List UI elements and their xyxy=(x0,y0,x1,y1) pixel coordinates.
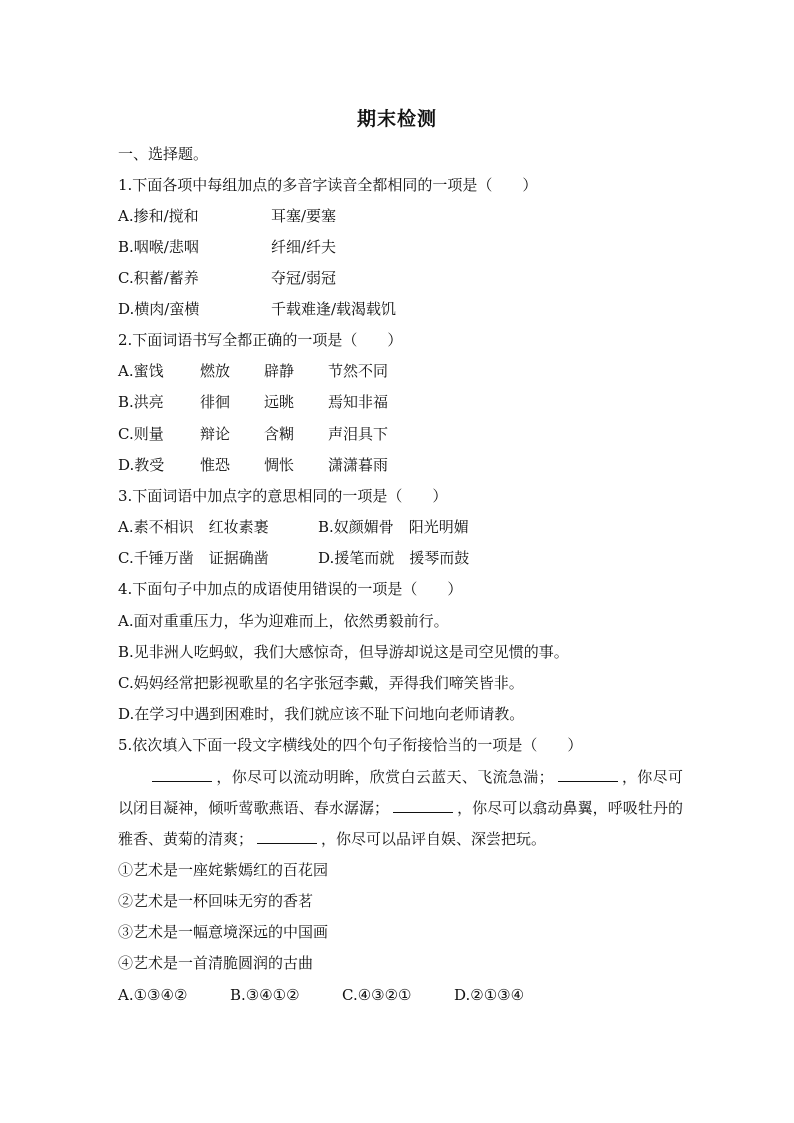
fill-blank[interactable] xyxy=(558,767,618,782)
option-text: 含糊 xyxy=(264,425,295,443)
passage-clause: ，你尽可以闭目凝神，倾听莺歌燕语、春水潺潺； xyxy=(118,768,683,817)
option-text: A.掺和/搅和 xyxy=(118,207,199,225)
question-4-option-a[interactable]: A.面对重重压力，华为迎难而上，依然勇毅前行。 xyxy=(118,612,449,630)
question-2-stem: 2.下面词语书写全都正确的一项是（ ） xyxy=(118,331,403,349)
sentence-4: ④艺术是一首清脆圆润的古曲 xyxy=(118,954,314,972)
passage-clause: ，你尽可以品评自娱、深尝把玩。 xyxy=(321,830,547,848)
sentence-1: ①艺术是一座姹紫嫣红的百花园 xyxy=(118,861,329,879)
passage-clause: ，你尽可以翕动鼻翼，呼吸牡丹的雅香、黄菊的清爽； xyxy=(118,799,683,848)
option-text: 夺冠/弱冠 xyxy=(271,269,337,287)
option-text: A.蜜饯 xyxy=(118,362,164,380)
question-3-stem: 3.下面词语中加点字的意思相同的一项是（ ） xyxy=(118,487,448,505)
question-5-option-a[interactable]: A.①③④② xyxy=(118,986,188,1004)
question-4-option-b[interactable]: B.见非洲人吃蚂蚁，我们大感惊奇，但导游却说这是司空见惯的事。 xyxy=(118,643,569,661)
sentence-3: ③艺术是一幅意境深远的中国画 xyxy=(118,923,329,941)
option-text: D.横肉/蛮横 xyxy=(118,300,200,318)
question-3-option-b[interactable]: B.奴颜媚骨 阳光明媚 xyxy=(318,518,469,536)
option-text: 焉知非福 xyxy=(328,393,389,411)
question-3-option-d[interactable]: D.援笔而就 援琴而鼓 xyxy=(318,549,470,567)
option-text: 千载难逢/载渴载饥 xyxy=(271,300,397,318)
section-heading: 一、选择题。 xyxy=(118,145,209,163)
option-text: 远眺 xyxy=(264,393,295,411)
option-text: 潇潇暮雨 xyxy=(328,456,389,474)
option-text: 惆怅 xyxy=(264,456,295,474)
question-1-stem: 1.下面各项中每组加点的多音字读音全都相同的一项是（ ） xyxy=(118,176,538,194)
question-5-option-d[interactable]: D.②①③④ xyxy=(454,986,525,1004)
option-text: 燃放 xyxy=(200,362,231,380)
question-5-passage xyxy=(118,762,683,855)
question-5-option-b[interactable]: B.③④①② xyxy=(230,986,300,1004)
option-text: 惟恐 xyxy=(200,456,231,474)
option-text: 耳塞/要塞 xyxy=(271,207,337,225)
option-text: 纤细/纤夫 xyxy=(271,238,337,256)
question-4-stem: 4.下面句子中加点的成语使用错误的一项是（ ） xyxy=(118,580,463,598)
fill-blank[interactable] xyxy=(393,798,453,813)
question-4-option-c[interactable]: C.妈妈经常把影视歌星的名字张冠李戴，弄得我们啼笑皆非。 xyxy=(118,674,524,692)
fill-blank[interactable] xyxy=(152,767,212,782)
option-text: D.教受 xyxy=(118,456,165,474)
question-3-option-c[interactable]: C.千锤万凿 证据确凿 xyxy=(118,549,269,567)
page-title: 期末检测 xyxy=(356,108,437,130)
option-text: C.积蓄/蓄养 xyxy=(118,269,199,287)
option-text: 节然不同 xyxy=(328,362,389,380)
option-text: C.则量 xyxy=(118,425,164,443)
option-text: 辩论 xyxy=(200,425,231,443)
sentence-2: ②艺术是一杯回味无穷的香茗 xyxy=(118,892,314,910)
question-3-option-a[interactable]: A.素不相识 红妆素裹 xyxy=(118,518,269,536)
question-4-option-d[interactable]: D.在学习中遇到困难时，我们就应该不耻下问地向老师请教。 xyxy=(118,705,525,723)
fill-blank[interactable] xyxy=(257,829,317,844)
option-text: 辟静 xyxy=(264,362,295,380)
option-text: B.洪亮 xyxy=(118,393,164,411)
passage-clause: ，你尽可以流动明眸，欣赏白云蓝天、飞流急湍； xyxy=(216,768,554,786)
question-5-option-c[interactable]: C.④③②① xyxy=(342,986,412,1004)
question-5-stem: 5.依次填入下面一段文字横线处的四个句子衔接恰当的一项是（ ） xyxy=(118,736,583,754)
option-text: B.咽喉/悲咽 xyxy=(118,238,199,256)
option-text: 声泪具下 xyxy=(328,425,389,443)
option-text: 徘徊 xyxy=(200,393,231,411)
